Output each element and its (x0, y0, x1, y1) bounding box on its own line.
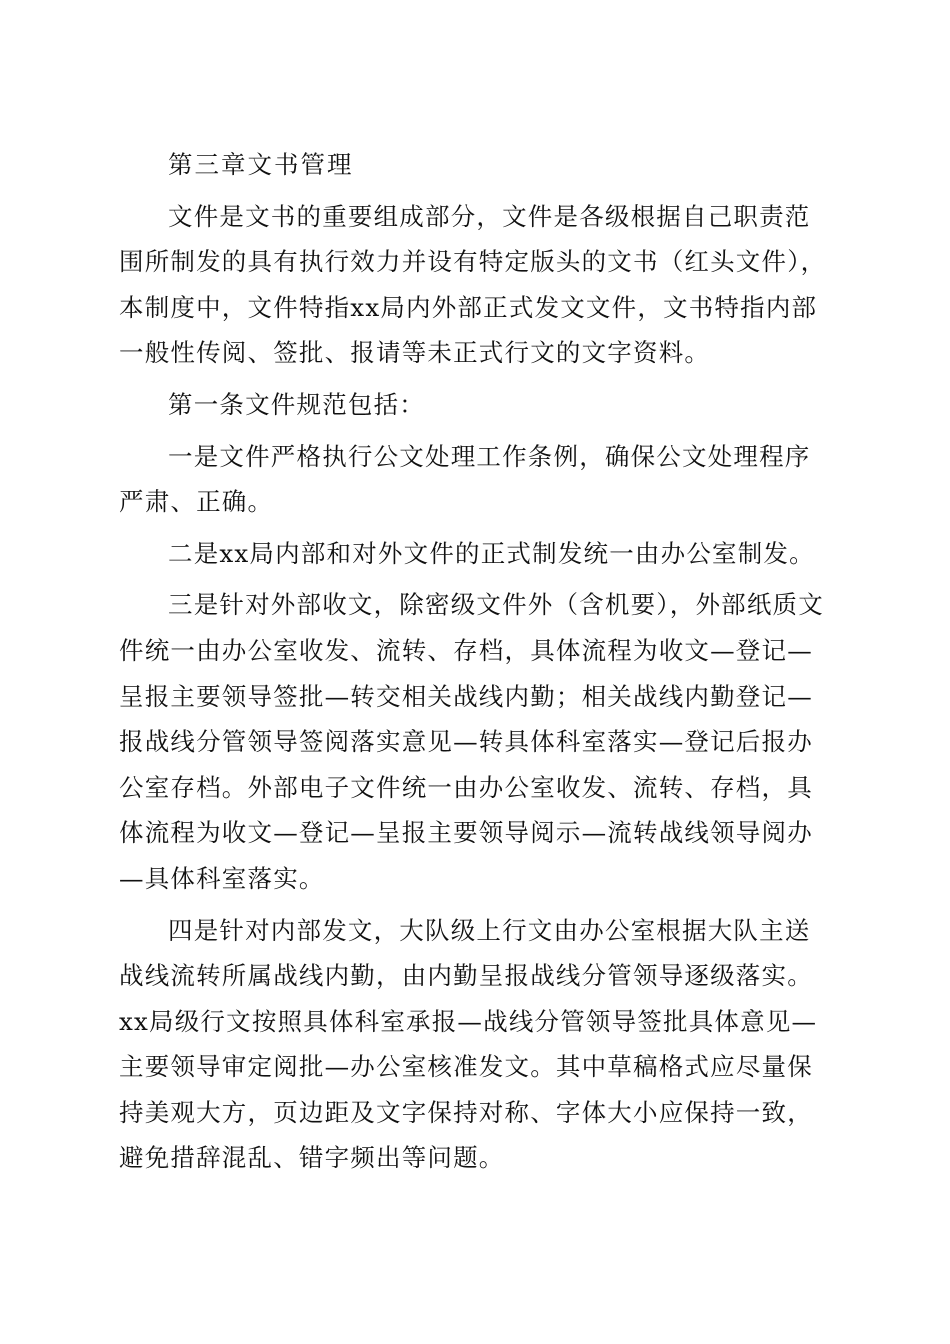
item-four-paragraph: 四是针对内部发文，大队级上行文由办公室根据大队主送战线流转所属战线内勤，由内勤呈报战线分管领导逐级落实。xx局级行文按照具体科室承报—战线分管领导签批具体意见—主要领导审定阅批—办公室核准发文。其中草稿格式应尽量保持美观大方，页边距及文字保持对称、字体大小应保持一致，避免措辞混乱、错字频出等问题。 (119, 915, 818, 1173)
item-two-paragraph: 二是xx局内部和对外文件的正式制发统一由办公室制发。 (168, 538, 815, 568)
item-three-paragraph: 三是针对外部收文，除密级文件外（含机要），外部纸质文件统一由办公室收发、流转、存档，具体流程为收文—登记—呈报主要领导签批—转交相关战线内勤；相关战线内勤登记—报战线分管领导签阅落实意见—转具体科室落实—登记后报办公室存档。外部电子文件统一由办公室收发、流转、存档，具体流程为收文—登记—呈报主要领导阅示—流转战线领导阅办—具体科室落实。 (119, 590, 824, 893)
intro-paragraph: 文件是文书的重要组成部分，文件是各级根据自己职责范围所制发的具有执行效力并设有特定版头的文书（红头文件），本制度中，文件特指xx局内外部正式发文文件，文书特指内部一般性传阅、签批、报请等未正式行文的文字资料。 (119, 201, 827, 368)
item-one-paragraph: 一是文件严格执行公文处理工作条例，确保公文处理程序严肃、正确。 (119, 441, 811, 517)
chapter-title: 第三章文书管理 (168, 150, 354, 179)
article-one-heading: 第一条文件规范包括： (168, 389, 425, 419)
document-body (119, 142, 831, 1181)
